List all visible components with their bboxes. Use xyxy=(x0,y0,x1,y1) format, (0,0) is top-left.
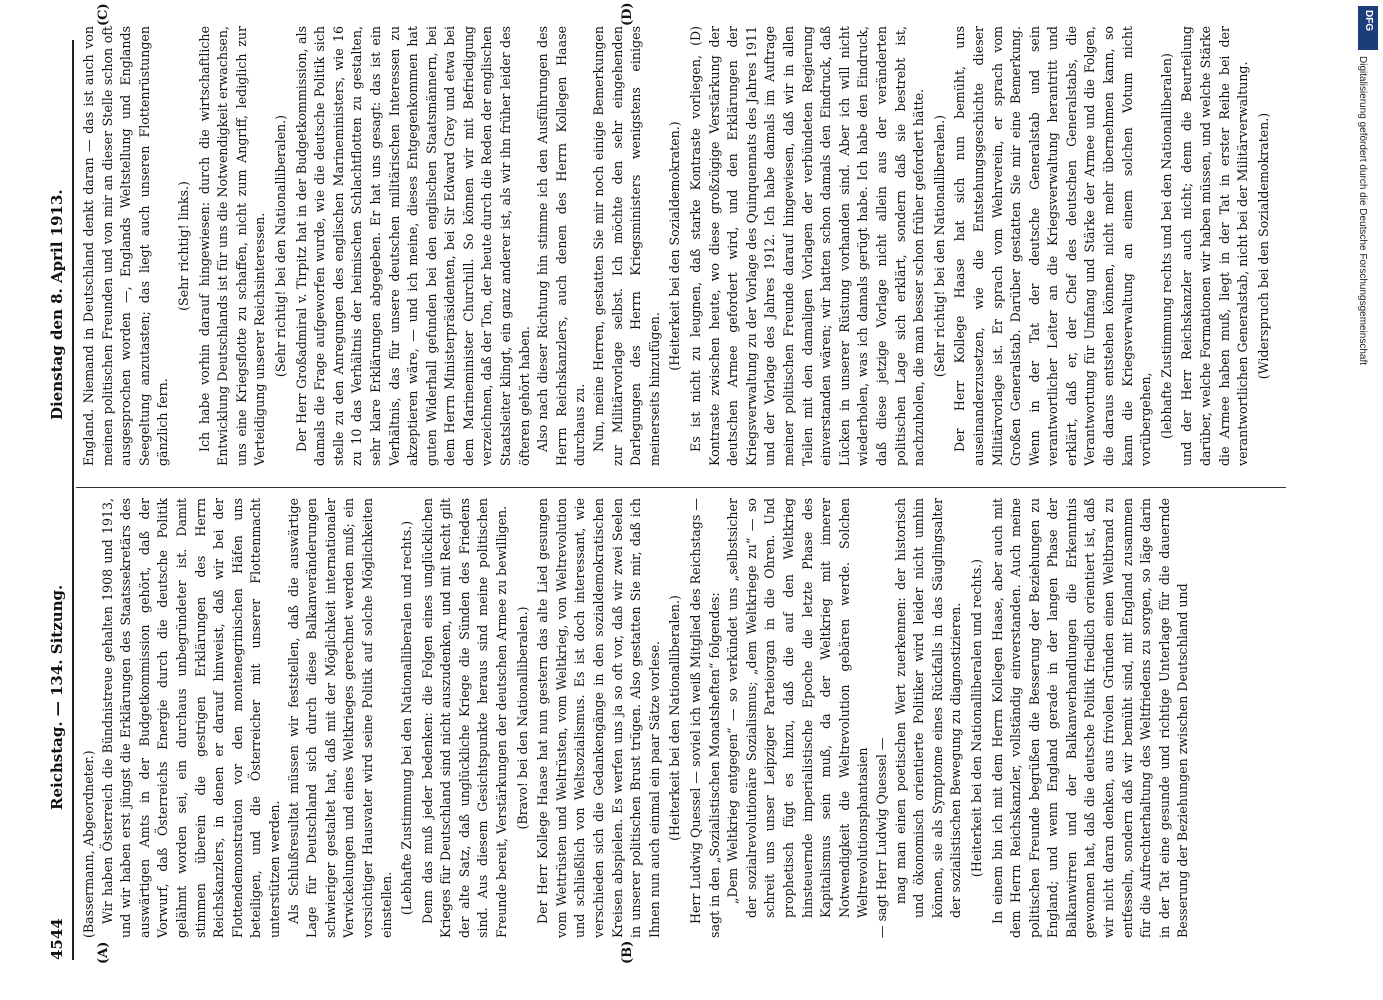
paragraph: Also nach dieser Richtung hin stimme ich den Ausführungen des Herrn Reichskanzlers, auch denen des Herrn Kollegen Haase durchaus zu. xyxy=(535,26,588,466)
interjection: (Heiterkeit bei den Nationalliberalen und rechts.) xyxy=(968,558,984,878)
page-number: 4544 xyxy=(48,918,66,960)
interjection: (Sehr richtig! links.) xyxy=(175,181,191,311)
interjection: (Widerspruch bei den Sozialdemokraten.) xyxy=(1255,112,1271,380)
interjection: (Bravo! bei den Nationalliberalen.) xyxy=(514,606,530,830)
column-divider xyxy=(76,487,1286,488)
paragraph: England. Niemand in Deutschland denkt daran — das ist auch von meinen politischen Freunden und von mir an dieser Stelle schon oft ausgesprochen worden —, Englands Weltstellung und Englands Seegeltung anzutasten; das liegt auch unseren Flottenrüstungen gänzlich fern. xyxy=(81,26,171,466)
dfg-logo: DFG xyxy=(1358,6,1378,50)
paragraph: Denn das muß jeder bedenken: die Folgen eines unglücklichen Krieges für Deutschland sind nicht auszudenken, und mit Recht gilt der alte Satz, daß unglückliche Kriege die Sünden des Friedens sind. Aus diesem Gesichtspunkte heraus sind meine politischen Freunde bereit, Verstärkungen der deutschen Armee zu bewilligen. xyxy=(419,498,510,938)
paragraph: In einem bin ich mit dem Herrn Kollegen Haase, aber auch mit dem Herrn Reichskanzler, vollständig einverstanden. Auch meine politischen Freunde begrüßen die Besserung der Beziehungen zu England; und wenn England gerade in der langen Phase der Balkanwirren und der Balkanverhandlungen die Erkenntnis gewonnen hat, daß die deutsche Politik friedlich orientiert ist, daß wir nicht daran denken, aus frivolen Gründen einen Weltbrand zu entfesseln, sondern daß wir bemüht sind, mit England zusammen für die Aufrechterhaltung des Weltfriedens zu sorgen, so läge darin in der Tat eine gesunde und richtige Unterlage für die dauernde Besserung der Beziehungen zwischen Deutschland und xyxy=(989,498,1191,938)
paragraph: Der Herr Großadmiral v. Tirpitz hat in der Budgetkommission, als damals die Frage aufgeworfen wurde, wie die deutsche Politik sich stelle zu den Anregungen des englischen Marineministers, wie 16 zu 10 das Verhältnis der heimischen Schlachtflotten zu gestalten, sehr klare Erklärungen abgegeben. Er hat uns gesagt: das ist ein Verhältnis, das für unsere deutschen militärischen Interessen zu akzeptieren wäre, — und ich meine, dieses Entgegenkommen hat guten Widerhall gefunden bei den englischen Staatsmännern, bei dem Herrn Ministerpräsidenten, bei Sir Edward Grey und etwa bei dem Marineminister Churchill. So können wir mit Befriedigung verzeichnen, daß der Ton, der heute durch die Reden der englischen Staatsleiter klingt, ein ganz anderer ist, als wir ihn früher leider des öfteren gehört haben. xyxy=(293,26,532,466)
header-right xyxy=(48,40,70,480)
session-date: Dienstag den 8. April 1913. xyxy=(48,189,66,420)
paragraph: Nun, meine Herren, gestatten Sie mir noch einige Bemerkungen zur Militärvorlage selbst. Ich möchte den sehr eingehenden Darlegungen des Herrn Kriegsministers wenigstens einiges meinerseits hinzufügen. xyxy=(591,26,662,466)
paragraph: Als Schlußresultat müssen wir feststellen, daß die auswärtige Lage für Deutschland sich durch diese Balkanveränderungen schwieriger gestaltet hat, daß mit der Möglichkeit internationaler Verwickelungen und eines Weltkrieges gerechnet werden muß; ein vorsichtiger Hausvater wird seine Politik auf solche Möglichkeiten einstellen. xyxy=(285,498,394,938)
quotation: „Dem Weltkrieg entgegen“ — so verkündet uns „selbstsicher der sozialrevolutionäre Sozialismus; „dem Weltkriege zu“ — so schreit uns unser Leipziger Parteiorgan in die Ohren. Und prophetisch fügt es hinzu, daß die auf den Weltkrieg hinsteuernde imperialistische Epoche die letzte Phase des Kapitalismus sein muß, da der Weltkrieg mit innerer Notwendigkeit die Weltrevolution gebären werde. Solchen Weltrevolutionsphantasien xyxy=(725,498,871,918)
margin-mark-b: (B) xyxy=(620,940,635,964)
interjection: (lebhafte Zustimmung rechts und bei den Nationalliberalen) xyxy=(1158,53,1174,439)
credit-text: Digitalisierung gefördert durch die Deutsche Forschungsgemeinschaft xyxy=(1357,56,1368,366)
paragraph: Es ist nicht zu leugnen, daß starke Kontraste vorliegen, (D) Kontraste zwischen heute, wo diese großzügige Verstärkung der deutschen Armee gefordert wird, und den Erklärungen der Kriegsverwaltung zu der Vorlage des Quinquennats des Jahres 1911 und der Vorlage des Jahres 1912. Ich habe damals im Auftrage meiner politischen Freunde darauf hingewiesen, daß wir in allen Teilen mit den damaligen Vorlagen der verbündeten Regierung einverstanden wären; wir hatten schon damals den Eindruck, daß Lücken in unserer Rüstung vorhanden sind. Aber ich will nicht wiederholen, was ich damals gerügt habe. Ich habe den Eindruck, daß diese jetzige Vorlage nicht allein aus der veränderten politischen Lage sich erklärt, sondern daß sie bestrebt ist, nachzuholen, die man besser schon früher gefordert hätte. xyxy=(688,26,927,466)
header-left xyxy=(48,490,70,960)
interjection: (Heiterkeit bei den Nationalliberalen.) xyxy=(667,595,683,841)
funding-credit xyxy=(1356,0,1380,1000)
paragraph: und der Herr Reichskanzler auch nicht; denn die Beurteilung darüber, welche Formationen wir haben müssen, und welche Stärke die Armee haben muß, liegt in der Tat in erster Reihe bei der verantwortlichen Generalstab, nicht bei der Militärverwaltung. xyxy=(1179,26,1251,466)
interjection: (Sehr richtig! bei den Nationalliberalen.) xyxy=(931,114,947,378)
paragraph: Der Herr Kollege Haase hat sich nun bemüht, uns auseinanderzusetzen, wie die Entstehungsgeschichte dieser Militärvorlage ist. Er sprach vom Wehrverein, er sprach vom Großen Generalstab. Darüber gestatten Sie mir eine Bemerkung. Wenn in der Tat der deutsche Generalstab und sein verantwortlicher Leiter an die Kriegsverwaltung herantritt und erklärt, daß er, der Chef des deutschen Generalstabs, die Verantwortung für Umfang und Stärke der Armee und die Folgen, die daraus entstehen können, nicht mehr übernehmen kann, so kann die Kriegsverwaltung an einem solchen Votum nicht vorübergehen, xyxy=(952,26,1154,466)
left-text-column xyxy=(80,498,1290,938)
header-rule xyxy=(72,40,74,960)
right-text-column xyxy=(80,26,1290,466)
interjection: (Sehr richtig! bei den Nationalliberalen.) xyxy=(272,114,288,378)
paragraph: Der Herr Kollege Haase hat nun gestern das alte Lied gesungen vom Wettrüsten und Weltrüsten, vom Weltkrieg, von Weltrevolution und schließlich von Weltsozialismus. Es ist doch interessant, wie verschieden sich die Gedankengänge in den sozialdemokratischen Kreisen abspielen. Es werfen uns ja so oft vor, daß wir zwei Seelen in unserer politischen Brust trügen. Also gestatten Sie mir, daß ich Ihnen nun auch einmal ein paar Sätze vorlese. xyxy=(535,498,662,938)
margin-mark-a: (A) xyxy=(96,941,111,964)
session-title: Reichstag. — 134. Sitzung. xyxy=(48,584,66,810)
quotation: mag man einen poetischen Wert zuerkennen: der historisch und ökonomisch orientierte Politiker wird leider nicht umhin können, sie als Symptome eines Rückfalls in das Säuglingsalter der sozialistischen Bewegung zu diagnostizieren. xyxy=(892,498,964,918)
paragraph: Wir haben Österreich die Bündnistreue gehalten 1908 und 1913, und wir haben erst jüngst die Erklärungen des Staatssekretärs des auswärtigen Amts in der Budgetkommission gehört, daß der Vorwurf, daß Österreichs Energie durch die deutsche Politik gelähmt worden sei, ein durchaus unbegründeter ist. Damit stimmen überein die gestrigen Erklärungen des Herrn Reichskanzlers, in denen er darauf hinweist, daß wir bei der Flottendemonstration vor den montenegrinischen Häfen uns beteiligen, und die Österreicher mit unserer Flottenmacht unterstützen werden. xyxy=(99,498,282,938)
margin-mark-c: (C) xyxy=(96,3,111,26)
interjection: (Heiterkeit bei den Sozialdemokraten.) xyxy=(667,121,683,371)
margin-mark-d: (D) xyxy=(620,2,635,26)
aside: — sagt Herr Ludwig Quessel — xyxy=(873,737,889,938)
paragraph: Ich habe vorhin darauf hingewiesen: durch die wirtschaftliche Entwicklung Deutschlands ist für uns die Notwendigkeit erwachsen, uns eine Kriegsflotte zu schaffen, nicht zum Angriff, lediglich zur Verteidigung unserer Reichsinteressen. xyxy=(196,26,268,466)
interjection: (Lebhafte Zustimmung bei den Nationalliberalen und rechts.) xyxy=(399,520,415,916)
speaker-attribution: (Bassermann, Abgeordneter.) xyxy=(81,750,96,938)
paragraph: Herr Ludwig Quessel — soviel ich weiß Mitglied des Reichstags — sagt in den „Sozialistischen Monatsheften“ folgendes: xyxy=(688,498,722,938)
